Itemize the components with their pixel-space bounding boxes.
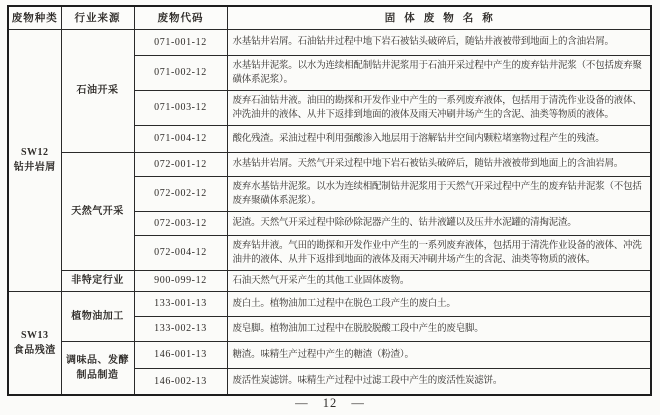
- waste-code-cell: 072-002-12: [134, 176, 227, 211]
- waste-name-cell: 水基钻井岩屑。天然气开采过程中地下岩石被钻头破碎后，随钻井液被带到地面上的含油岩屑。: [227, 152, 651, 176]
- table-row: [8, 291, 651, 316]
- waste-name-cell: 水基钻井泥浆。以水为连续相配制钻井泥浆用于石油开采过程中产生的废弃钻井泥浆（不包括废弃聚磺体系泥浆）。: [227, 55, 651, 90]
- waste-code-cell: 146-002-13: [134, 368, 227, 395]
- waste-category-cell: [8, 29, 61, 291]
- waste-category-line: 钻井岩屑: [13, 162, 56, 173]
- table-row: [8, 152, 651, 176]
- waste-code-cell: 071-002-12: [134, 55, 227, 90]
- solid-waste-table: [7, 5, 652, 396]
- waste-category-cell: [8, 291, 61, 395]
- industry-source-cell: 非特定行业: [61, 270, 134, 291]
- waste-code-cell: 133-001-13: [134, 291, 227, 316]
- header-waste-code: 废物代码: [134, 6, 227, 29]
- waste-category-line: SW13: [20, 329, 49, 341]
- industry-source-cell: 调味品、发酵制品制造: [61, 341, 134, 395]
- waste-name-cell: 泥渣。天然气开采过程中除砂除泥器产生的、钻井液罐以及压井水泥罐的清掏泥渣。: [227, 211, 651, 235]
- waste-code-cell: 133-002-13: [134, 316, 227, 341]
- waste-name-cell: 废弃石油钻井液。油田的勘探和开发作业中产生的一系列废弃液体，包括用于清洗作业设备的液体、冲洗油井的液体、从井下返排到地面的液体及雨天冲刷井场产生的含泥、油类等物质的液体。: [227, 90, 651, 125]
- table-row: [8, 29, 651, 55]
- waste-name-cell: 废活性炭滤饼。味精生产过程中过滤工段中产生的废活性炭滤饼。: [227, 368, 651, 395]
- header-industry-source: 行业来源: [61, 6, 134, 29]
- table-header: [8, 6, 651, 29]
- waste-name-cell: 酸化残渣。采油过程中利用强酸渗入地层用于溶解钻井空间内颗粒堵塞物过程产生的残渣。: [227, 125, 651, 152]
- waste-name-cell: 石油天然气开采产生的其他工业固体废物。: [227, 270, 651, 291]
- waste-name-cell: 糖渣。味精生产过程中产生的糖渣（粉渣）。: [227, 341, 651, 368]
- waste-code-cell: 072-003-12: [134, 211, 227, 235]
- waste-code-cell: 071-003-12: [134, 90, 227, 125]
- waste-name-cell: 废弃钻井液。气田的勘探和开发作业中产生的一系列废弃液体，包括用于清洗作业设备的液体、冲洗油井的液体、从井下返排到地面的液体及雨天冲刷井场产生的含泥、油类等物质的液体。: [227, 235, 651, 270]
- waste-name-cell: 废白土。植物油加工过程中在脱色工段产生的废白土。: [227, 291, 651, 316]
- table-row: [8, 270, 651, 291]
- waste-code-cell: 072-001-12: [134, 152, 227, 176]
- header-waste-category: 废物种类: [8, 6, 61, 29]
- header-row: [8, 6, 651, 29]
- industry-source-cell: 石油开采: [61, 29, 134, 152]
- industry-source-cell: 天然气开采: [61, 152, 134, 270]
- industry-source-cell: 植物油加工: [61, 291, 134, 341]
- waste-code-cell: 071-001-12: [134, 29, 227, 55]
- header-solid-waste-name: 固体废物名称: [227, 6, 651, 29]
- waste-name-cell: 废皂脚。植物油加工过程中在脱胶脱酸工段中产生的废皂脚。: [227, 316, 651, 341]
- table-row: [8, 341, 651, 368]
- page-number: — 12 —: [295, 396, 365, 410]
- waste-code-cell: 071-004-12: [134, 125, 227, 152]
- waste-code-cell: 900-099-12: [134, 270, 227, 291]
- waste-code-cell: 146-001-13: [134, 341, 227, 368]
- waste-table-body: [8, 29, 651, 395]
- waste-name-cell: 水基钻井岩屑。石油钻井过程中地下岩石被钻头破碎后，随钻井液被带到地面上的含油岩屑。: [227, 29, 651, 55]
- waste-code-cell: 072-004-12: [134, 235, 227, 270]
- waste-category-line: SW12: [20, 147, 49, 158]
- waste-category-line: 食品残渣: [13, 344, 56, 356]
- waste-name-cell: 废弃水基钻井泥浆。以水为连续相配制钻井泥浆用于天然气开采过程中产生的废弃钻井泥浆（不包括废弃聚磺体系泥浆）。: [227, 176, 651, 211]
